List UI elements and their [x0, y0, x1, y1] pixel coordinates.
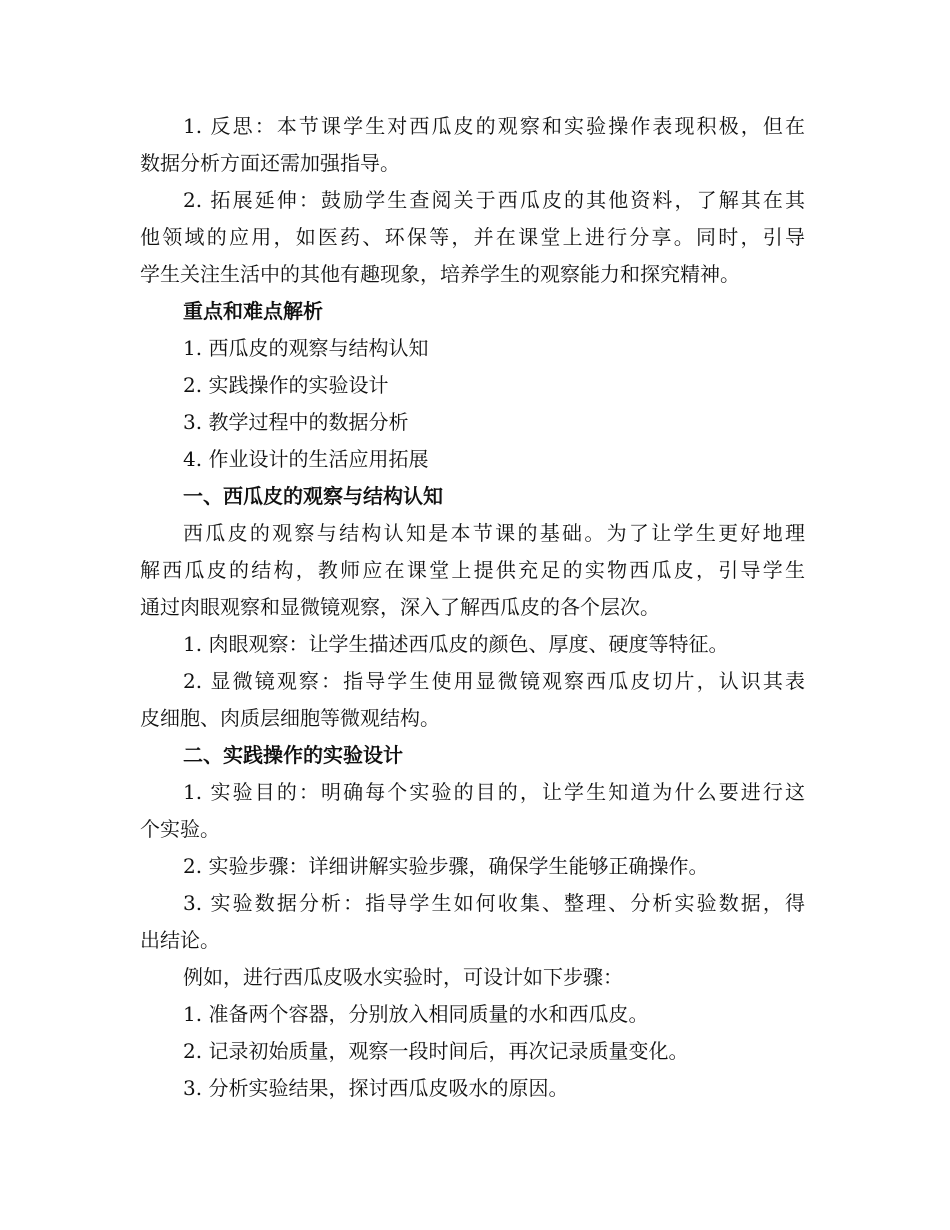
text-line: 出结论。: [140, 928, 220, 952]
section-heading: 一、西瓜皮的观察与结构认知: [183, 484, 443, 508]
text-line: 例如，进行西瓜皮吸水实验时，可设计如下步骤：: [183, 965, 623, 989]
text-line: 1. 准备两个容器，分别放入相同质量的水和西瓜皮。: [183, 1002, 649, 1026]
text-line: 皮细胞、肉质层细胞等微观结构。: [140, 706, 440, 730]
text-line: 2. 记录初始质量，观察一段时间后，再次记录质量变化。: [183, 1039, 689, 1063]
text-line: 4. 作业设计的生活应用拓展: [183, 447, 429, 471]
text-line: 个实验。: [140, 817, 220, 841]
text-line: 1. 反思：本节课学生对西瓜皮的观察和实验操作表现积极，但在: [183, 114, 805, 138]
text-line: 3. 分析实验结果，探讨西瓜皮吸水的原因。: [183, 1076, 569, 1100]
text-line: 他领域的应用，如医药、环保等，并在课堂上进行分享。同时，引导: [140, 225, 805, 249]
section-heading: 重点和难点解析: [183, 299, 323, 323]
text-line: 解西瓜皮的结构，教师应在课堂上提供充足的实物西瓜皮，引导学生: [140, 558, 805, 582]
text-line: 2. 显微镜观察：指导学生使用显微镜观察西瓜皮切片，认识其表: [183, 669, 805, 693]
document-body: [140, 108, 805, 1107]
text-line: 1. 肉眼观察：让学生描述西瓜皮的颜色、厚度、硬度等特征。: [183, 632, 729, 656]
text-line: 2. 实验步骤：详细讲解实验步骤，确保学生能够正确操作。: [183, 854, 709, 878]
section-heading: 二、实践操作的实验设计: [183, 743, 403, 767]
text-line: 西瓜皮的观察与结构认知是本节课的基础。为了让学生更好地理: [183, 521, 805, 545]
text-line: 3. 实验数据分析：指导学生如何收集、整理、分析实验数据，得: [183, 891, 805, 915]
text-line: 1. 实验目的：明确每个实验的目的，让学生知道为什么要进行这: [183, 780, 805, 804]
text-line: 数据分析方面还需加强指导。: [140, 151, 400, 175]
text-line: 1. 西瓜皮的观察与结构认知: [183, 336, 429, 360]
text-line: 2. 实践操作的实验设计: [183, 373, 389, 397]
text-line: 学生关注生活中的其他有趣现象，培养学生的观察能力和探究精神。: [140, 262, 740, 286]
text-line: 3. 教学过程中的数据分析: [183, 410, 409, 434]
text-line: 2. 拓展延伸：鼓励学生查阅关于西瓜皮的其他资料，了解其在其: [183, 188, 805, 212]
text-line: 通过肉眼观察和显微镜观察，深入了解西瓜皮的各个层次。: [140, 595, 660, 619]
